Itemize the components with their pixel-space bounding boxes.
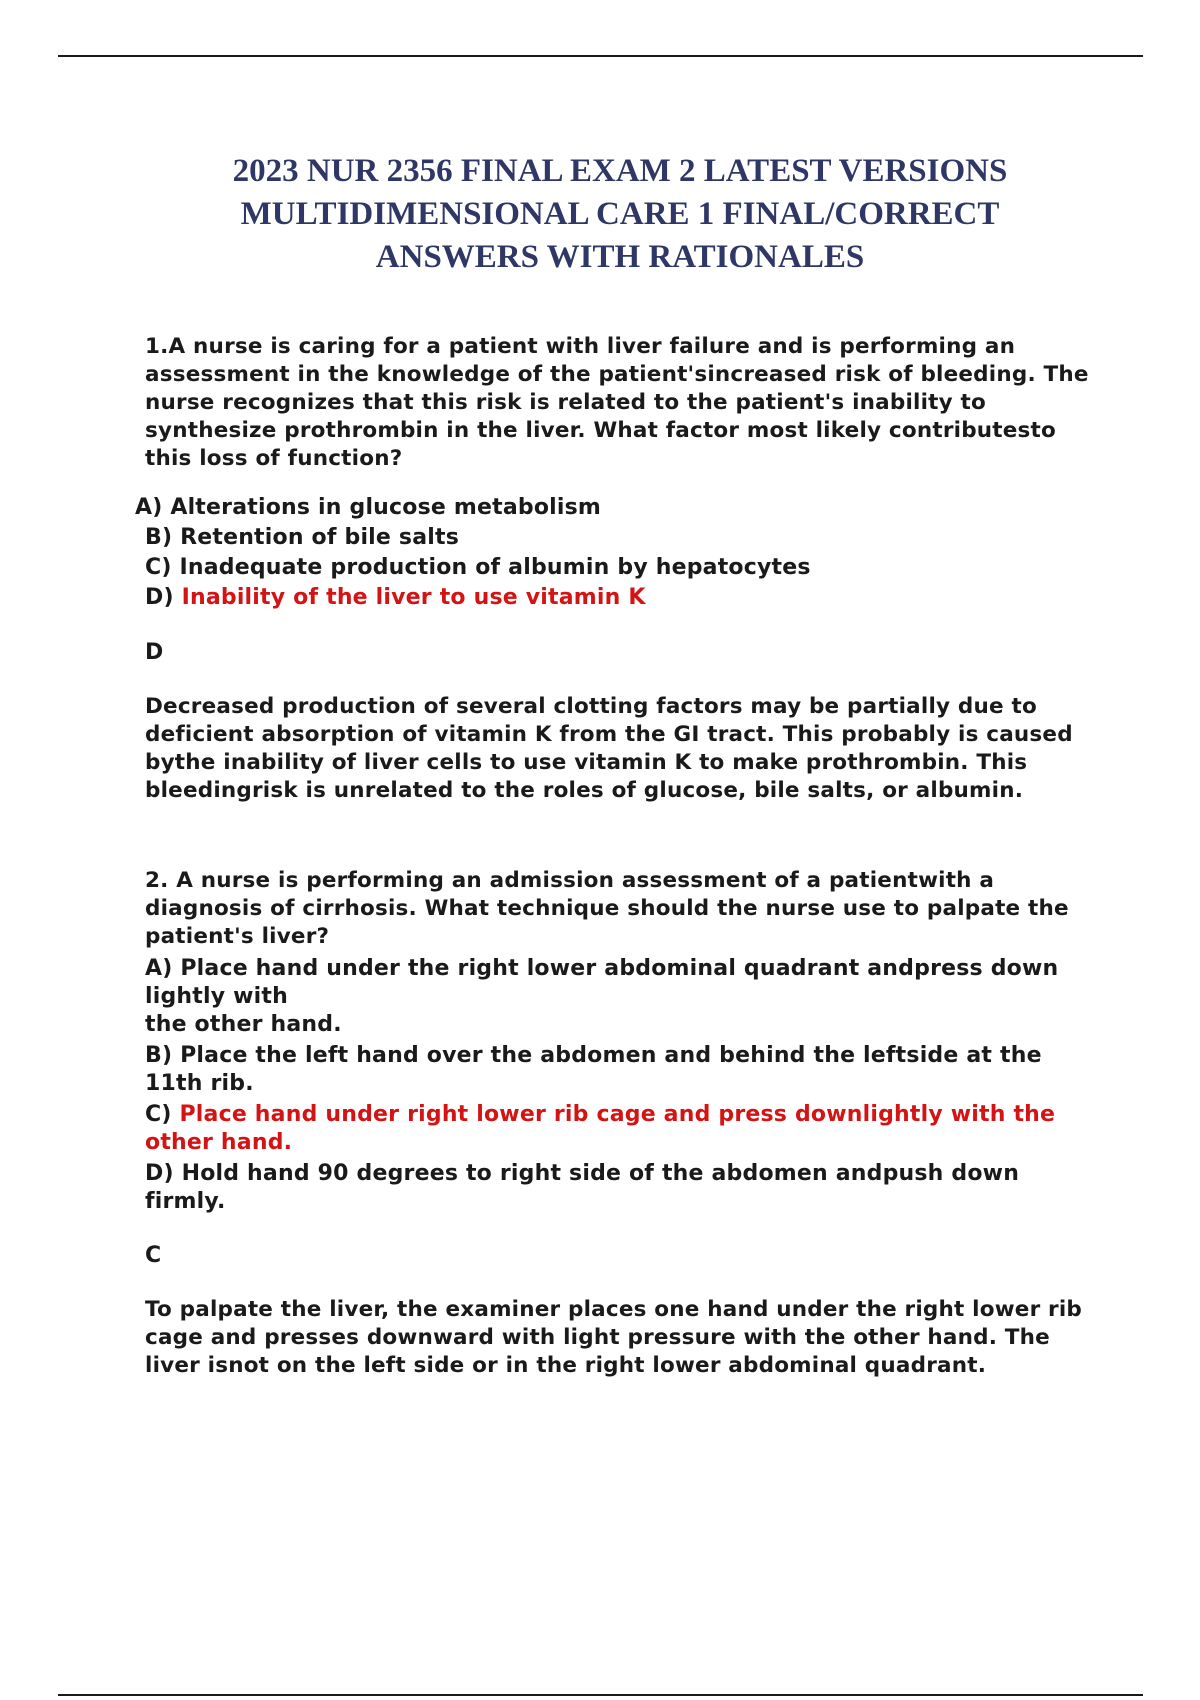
question-text: 1.A nurse is caring for a patient with liver failure and is performing an assessment in the knowledge of the patient'sincreased risk of bleeding. The nurse recognizes that this risk is related to the patient's inability to synthesize prothrombin in the liver. What factor most likely contributesto this loss of function? [145,334,1089,471]
question-1 [135,333,1100,805]
correct-option-text: Inability of the liver to use vitamin K [181,585,646,610]
answer-options [135,493,1100,613]
option-c [145,553,1100,583]
question-text: 2. A nurse is performing an admission assessment of a patientwith a diagnosis of cirrhosis. What technique should the nurse use to palpate the patient's liver? [145,868,1069,949]
rationale-text: To palpate the liver, the examiner places one hand under the right lower rib cage and presses downward with light pressure with the other hand. The liver isnot on the left side or in the right lower abdominal quadrant. [145,1297,1083,1378]
bottom-rule [58,1694,1143,1696]
answer-key: C [145,1243,162,1268]
title-line: 2023 NUR 2356 FINAL EXAM 2 LATEST VERSIONS [232,153,1008,189]
correct-option-text: Place hand under right lower rib cage and press downlightly with the other hand. [145,1102,1056,1155]
option-letter: D) [145,585,174,610]
option-text: Retention of bile salts [180,525,459,550]
option-c-correct [145,1101,1100,1157]
answer-key: D [145,640,164,665]
title-line: ANSWERS WITH RATIONALES [375,239,865,275]
option-text: Hold hand 90 degrees to right side of the abdomen andpush down firmly. [145,1161,1020,1214]
rationale-text: Decreased production of several clotting factors may be partially due to deficient absorption of vitamin K from the GI tract. This probably is caused bythe inability of liver cells to use vitamin K to make prothrombin. This bleedingrisk is unrelated to the roles of glucose, bile salts, or albumin. [145,694,1073,803]
top-rule [58,55,1143,57]
option-letter: A) [145,956,173,981]
option-d [145,1160,1100,1216]
option-letter: C) [145,1102,172,1127]
option-letter: A) [135,495,163,520]
option-letter: D) [145,1161,174,1186]
option-text-continued: the other hand. [145,1012,342,1037]
question-2 [145,867,1100,1380]
option-letter: C) [145,555,172,580]
answer-options [145,955,1100,1216]
option-a [145,955,1100,1039]
option-text: Place the left hand over the abdomen and behind the leftside at the 11th rib. [145,1043,1042,1096]
option-a [135,493,1100,523]
document-title [160,150,1080,279]
option-d-correct [145,583,1100,613]
option-b [145,1042,1100,1098]
exam-content [135,333,1100,1402]
option-text: Place hand under the right lower abdominal quadrant andpress down lightly with [145,956,1059,1009]
option-letter: B) [145,1043,173,1068]
title-line: MULTIDIMENSIONAL CARE 1 FINAL/CORRECT [240,196,1000,232]
option-b [145,523,1100,553]
option-text: Alterations in glucose metabolism [170,495,602,520]
option-letter: B) [145,525,173,550]
option-text: Inadequate production of albumin by hepatocytes [179,555,811,580]
